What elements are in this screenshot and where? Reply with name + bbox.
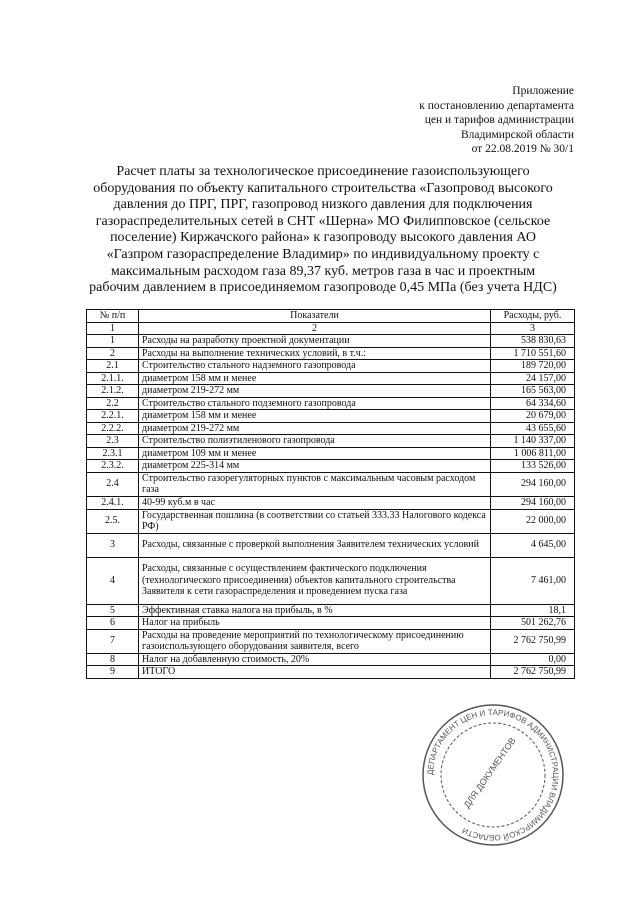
index-cell: 3 [491, 322, 575, 335]
table-row [87, 335, 575, 348]
table-row [87, 509, 575, 533]
appendix-line: Владимирской области [460, 128, 574, 141]
row-value: 64 334,60 [491, 397, 575, 410]
row-value: 165 563,00 [491, 385, 575, 398]
row-value: 189 720,00 [491, 360, 575, 373]
row-number: 9 [87, 666, 139, 679]
row-label: 40-99 куб.м в час [139, 496, 491, 509]
row-label: Расходы на выполнение технических условий, в т.ч.: [139, 347, 491, 360]
table-row [87, 604, 575, 617]
table-row [87, 447, 575, 460]
row-number: 2.3.1 [87, 447, 139, 460]
row-label: Строительство стального надземного газопровода [139, 360, 491, 373]
row-label: диаметром 158 мм и менее [139, 372, 491, 385]
row-number: 2.2.1. [87, 410, 139, 423]
table-row [87, 397, 575, 410]
row-value: 22 000,00 [491, 509, 575, 533]
row-number: 2.5. [87, 509, 139, 533]
appendix-date: от 22.08.2019 № 30/1 [471, 143, 574, 155]
row-label: диаметром 225-314 мм [139, 460, 491, 473]
appendix-line: Приложение [512, 85, 574, 97]
row-label: Строительство полиэтиленового газопровода [139, 435, 491, 448]
row-value: 20 679,00 [491, 410, 575, 423]
row-value: 2 762 750,99 [491, 629, 575, 653]
table-row [87, 410, 575, 423]
row-number: 8 [87, 653, 139, 666]
index-cell: 2 [139, 322, 491, 335]
table-row [87, 372, 575, 385]
table-row [87, 557, 575, 604]
table-header-row [87, 310, 575, 323]
stamp-outer-text: ДЕПАРТАМЕНТ ЦЕН И ТАРИФОВ АДМИНИСТРАЦИИ ВЛАДИМИРСКОЙ ОБЛАСТИ [425, 707, 561, 843]
row-number: 2.4.1. [87, 496, 139, 509]
row-label: Налог на добавленную стоимость, 20% [139, 653, 491, 666]
row-number: 2.3 [87, 435, 139, 448]
row-number: 2.3.2. [87, 460, 139, 473]
row-value: 7 461,00 [491, 557, 575, 604]
row-label: диаметром 109 мм и менее [139, 447, 491, 460]
row-label: диаметром 219-272 мм [139, 422, 491, 435]
index-cell: 1 [87, 322, 139, 335]
row-value: 0,00 [491, 653, 575, 666]
row-value: 43 655,60 [491, 422, 575, 435]
table-row [87, 360, 575, 373]
table-body [87, 335, 575, 679]
header-number: № п/п [87, 310, 139, 323]
table-row [87, 533, 575, 557]
appendix-block [354, 84, 574, 157]
row-label: Расходы на проведение мероприятий по технологическому присоединению газоиспользующего оборудования заявителя, всего [139, 629, 491, 653]
row-label: Расходы, связанные с осуществлением фактического подключения (технологического присоединения) объектов капитального строительства Заявителя к сети газораспределения и проведением пуска газа [139, 557, 491, 604]
table-index-row [87, 322, 575, 335]
table-row [87, 460, 575, 473]
table-row [87, 653, 575, 666]
row-label: Расходы на разработку проектной документации [139, 335, 491, 348]
row-value: 501 262,76 [491, 617, 575, 630]
stamp-seal [418, 700, 568, 850]
table-row [87, 617, 575, 630]
row-value: 294 160,00 [491, 472, 575, 496]
row-value: 538 830,63 [491, 335, 575, 348]
row-value: 294 160,00 [491, 496, 575, 509]
row-number: 2.4 [87, 472, 139, 496]
appendix-line: к постановлению департамента [419, 99, 574, 112]
appendix-line: цен и тарифов администрации [424, 114, 574, 126]
row-label: Эффективная ставка налога на прибыль, в % [139, 604, 491, 617]
stamp-center-text: ДЛЯ ДОКУМЕНТОВ [461, 735, 518, 810]
row-value: 133 526,00 [491, 460, 575, 473]
row-number: 2.1.1. [87, 372, 139, 385]
row-number: 2 [87, 347, 139, 360]
row-label: Строительство газорегуляторных пунктов с максимальным часовым расходом газа [139, 472, 491, 496]
row-label: диаметром 219-272 мм [139, 385, 491, 398]
row-number: 3 [87, 533, 139, 557]
row-number: 7 [87, 629, 139, 653]
table-row [87, 666, 575, 679]
table-row [87, 422, 575, 435]
row-label: Налог на прибыль [139, 617, 491, 630]
row-label: Государственная пошлина (в соответствии со статьей 333.33 Налогового кодекса РФ) [139, 509, 491, 533]
row-number: 1 [87, 335, 139, 348]
table-row [87, 385, 575, 398]
row-value: 1 006 811,00 [491, 447, 575, 460]
row-number: 2.2 [87, 397, 139, 410]
table-row [87, 496, 575, 509]
table-row [87, 347, 575, 360]
row-label: Расходы, связанные с проверкой выполнения Заявителем технических условий [139, 533, 491, 557]
row-value: 1 710 551,60 [491, 347, 575, 360]
calculation-table [86, 309, 575, 679]
header-expenses: Расходы, руб. [491, 310, 575, 323]
row-number: 2.1 [87, 360, 139, 373]
table-row [87, 629, 575, 653]
document-title: Расчет платы за технологическое присоединение газоиспользующего оборудования по объекту капитального строительства «Газопровод высокого давления до ПРГ, ПРГ, газопровод низкого давления для подключения газораспределительных сетей в СНТ «Шерна» МО Филипповское (сельское поселение) Киржачского района» к газопроводу высокого давления АО «Газпром газораспределение Владимир» по индивидуальному проекту с максимальным расходом газа 89,37 куб. метров газа в час и проектным рабочим давлением в присоединяемом газопроводе 0,45 МПа (без учета НДС) [89, 164, 557, 296]
row-value: 24 157,00 [491, 372, 575, 385]
row-value: 1 140 337,00 [491, 435, 575, 448]
row-number: 5 [87, 604, 139, 617]
header-indicator: Показатели [139, 310, 491, 323]
row-label: диаметром 158 мм и менее [139, 410, 491, 423]
row-number: 2.1.2. [87, 385, 139, 398]
row-value: 18,1 [491, 604, 575, 617]
row-number: 2.2.2. [87, 422, 139, 435]
row-label: Строительство стального подземного газопровода [139, 397, 491, 410]
table-row [87, 472, 575, 496]
row-number: 4 [87, 557, 139, 604]
row-value: 2 762 750,99 [491, 666, 575, 679]
row-label: ИТОГО [139, 666, 491, 679]
row-number: 6 [87, 617, 139, 630]
row-value: 4 645,00 [491, 533, 575, 557]
table-row [87, 435, 575, 448]
